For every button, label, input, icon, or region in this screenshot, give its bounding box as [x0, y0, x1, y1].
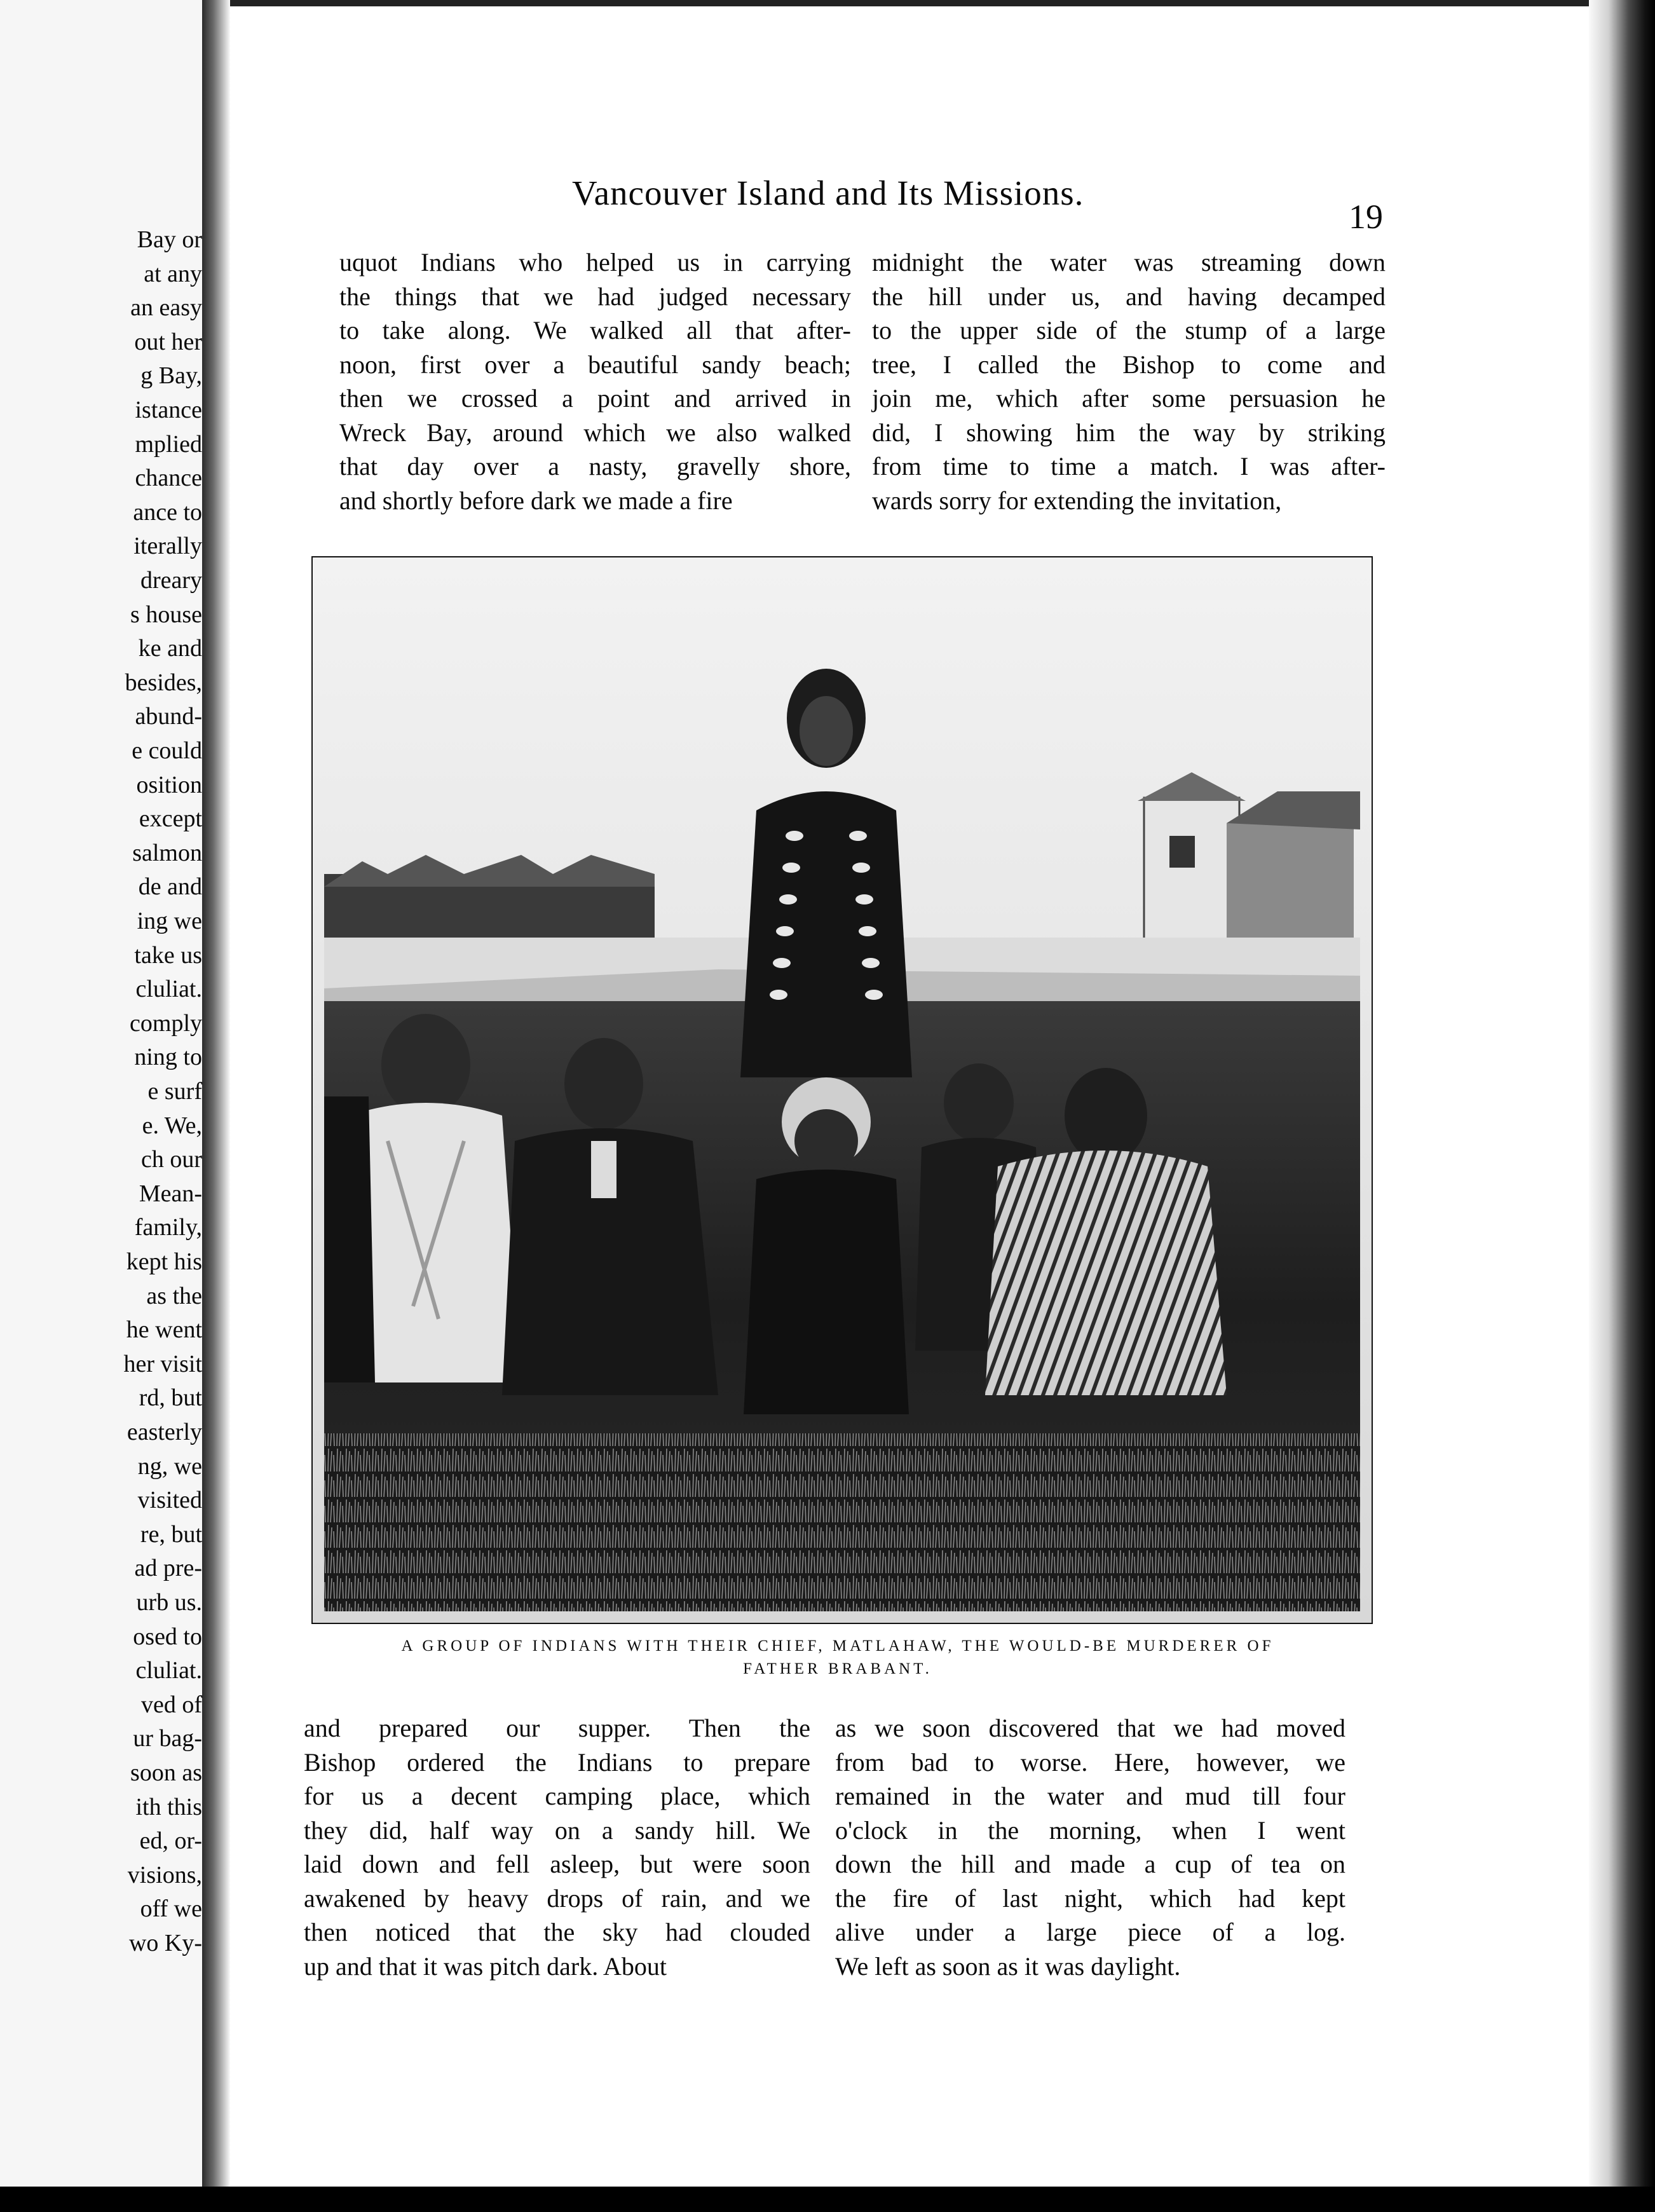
facing-page-line: osed to — [133, 1623, 202, 1650]
facing-page-line: e surf — [147, 1078, 202, 1105]
facing-page-line: her visit — [123, 1350, 202, 1377]
text-line: the hill under us, and having decamped — [872, 282, 1386, 311]
text-line: tree, I called the Bishop to come and — [872, 350, 1386, 379]
text-line: from bad to worse. Here, however, we — [835, 1747, 1345, 1777]
facing-page-line: urb us. — [136, 1589, 202, 1616]
facing-page-line: abund- — [135, 703, 202, 730]
facing-page-line: ke and — [138, 635, 202, 662]
facing-page-line: ad pre- — [134, 1555, 202, 1582]
facing-page-line: Bay or — [137, 226, 202, 253]
text-line: the fire of last night, which had kept — [835, 1883, 1345, 1913]
page-bottom-edge — [0, 2187, 1655, 2212]
text-line: Bishop ordered the Indians to prepare — [304, 1747, 810, 1777]
facing-page-line: chance — [135, 465, 202, 492]
facing-page-line: istance — [135, 397, 202, 423]
facing-page-line: kept his — [126, 1248, 202, 1275]
column-top-left — [339, 245, 851, 517]
caption-line: A GROUP OF INDIANS WITH THEIR CHIEF, MATLAHAW, THE WOULD-BE MURDERER OF — [401, 1637, 1274, 1655]
facing-page-line: comply — [130, 1009, 202, 1037]
text-line: Wreck Bay, around which we also walked — [339, 418, 851, 447]
text-line: the things that we had judged necessary — [339, 282, 851, 311]
text-line: up and that it was pitch dark. About — [304, 1951, 667, 1981]
facing-page-line: e. We, — [142, 1112, 202, 1139]
text-line: they did, half way on a sandy hill. We — [304, 1815, 810, 1845]
facing-page-line: besides, — [125, 669, 202, 696]
facing-page-line: ved of — [140, 1691, 202, 1718]
text-line: to take along. We walked all that after- — [339, 316, 851, 345]
facing-page-line: cluliat. — [135, 976, 202, 1003]
facing-page-line: easterly — [126, 1419, 202, 1445]
facing-page-line: as the — [146, 1282, 202, 1309]
facing-page-line: off we — [140, 1895, 202, 1923]
text-line: as we soon discovered that we had moved — [835, 1714, 1345, 1742]
caption-line: FATHER BRABANT. — [743, 1660, 932, 1677]
facing-page-line: ith this — [135, 1793, 202, 1820]
text-line: noon, first over a beautiful sandy beach; — [339, 350, 851, 379]
column-bottom-right — [835, 1711, 1345, 1983]
text-line: for us a decent camping place, which — [304, 1782, 810, 1810]
facing-page-line: mplied — [135, 430, 202, 458]
facing-page-line: ch our — [140, 1146, 202, 1173]
facing-page-line: ning to — [134, 1044, 202, 1071]
facing-page — [0, 0, 202, 2212]
facing-page-line: cluliat. — [135, 1657, 202, 1684]
facing-page-line: re, but — [140, 1520, 202, 1548]
column-bottom-left — [304, 1711, 810, 1983]
group-photograph — [311, 556, 1373, 1624]
facing-page-line: osition — [136, 771, 202, 798]
facing-page-line: dreary — [140, 567, 202, 594]
text-line: then we crossed a point and arrived in — [339, 384, 851, 413]
facing-page-line: soon as — [130, 1759, 202, 1786]
facing-page-line: ed, or- — [139, 1827, 202, 1855]
text-line: midnight the water was streaming down — [872, 248, 1386, 276]
facing-page-line: ng, we — [137, 1452, 202, 1480]
facing-page-line: an easy — [130, 294, 202, 322]
facing-page-line: visions, — [127, 1861, 202, 1888]
facing-page-line: ur bag- — [133, 1725, 202, 1752]
text-line: o'clock in the morning, when I went — [835, 1815, 1345, 1845]
text-line: and prepared our supper. Then the — [304, 1714, 810, 1742]
facing-page-line: visited — [137, 1487, 202, 1514]
facing-page-line: take us — [134, 941, 202, 969]
column-top-right — [872, 245, 1386, 517]
text-line: wards sorry for extending the invitation, — [872, 486, 1282, 515]
photo-caption — [348, 1635, 1327, 1681]
facing-page-line: family, — [134, 1214, 202, 1241]
text-line: down the hill and made a cup of tea on — [835, 1850, 1345, 1878]
facing-page-line: de and — [138, 873, 202, 901]
text-line: join me, which after some persuasion he — [872, 384, 1386, 413]
facing-page-line: s house — [130, 601, 202, 628]
text-line: did, I showing him the way by striking — [872, 418, 1386, 447]
facing-page-line: at any — [144, 260, 202, 287]
page-number: 19 — [1349, 198, 1383, 236]
text-line: awakened by heavy drops of rain, and we — [304, 1883, 810, 1913]
facing-page-line: g Bay, — [140, 362, 202, 390]
facing-page-line: ance to — [133, 498, 202, 526]
text-line: remained in the water and mud till four — [835, 1782, 1345, 1810]
page-top-edge — [216, 0, 1614, 6]
text-line: alive under a large piece of a log. — [835, 1918, 1345, 1946]
page-edge — [1589, 0, 1655, 2212]
facing-page-line: Mean- — [139, 1180, 202, 1207]
text-line: from time to time a match. I was after- — [872, 452, 1386, 481]
facing-page-line: e could — [132, 737, 202, 764]
facing-page-line: iterally — [133, 533, 202, 560]
facing-page-line: except — [139, 805, 202, 833]
facing-page-line: rd, but — [139, 1384, 202, 1412]
text-line: laid down and fell asleep, but were soon — [304, 1850, 810, 1878]
facing-page-line: salmon — [132, 839, 202, 866]
running-head: Vancouver Island and Its Missions. — [572, 174, 1084, 212]
text-line: to the upper side of the stump of a large — [872, 316, 1386, 345]
text-line: that day over a nasty, gravelly shore, — [339, 452, 851, 481]
facing-page-line: wo Ky- — [128, 1930, 202, 1956]
facing-page-line: he went — [126, 1316, 202, 1344]
gutter-shadow — [202, 0, 230, 2212]
text-line: uquot Indians who helped us in carrying — [339, 248, 851, 276]
text-line: then noticed that the sky had clouded — [304, 1918, 810, 1946]
facing-page-line: ing we — [137, 908, 202, 934]
text-line: We left as soon as it was daylight. — [835, 1951, 1181, 1981]
text-line: and shortly before dark we made a fire — [339, 486, 733, 515]
facing-page-line: out her — [134, 328, 202, 355]
